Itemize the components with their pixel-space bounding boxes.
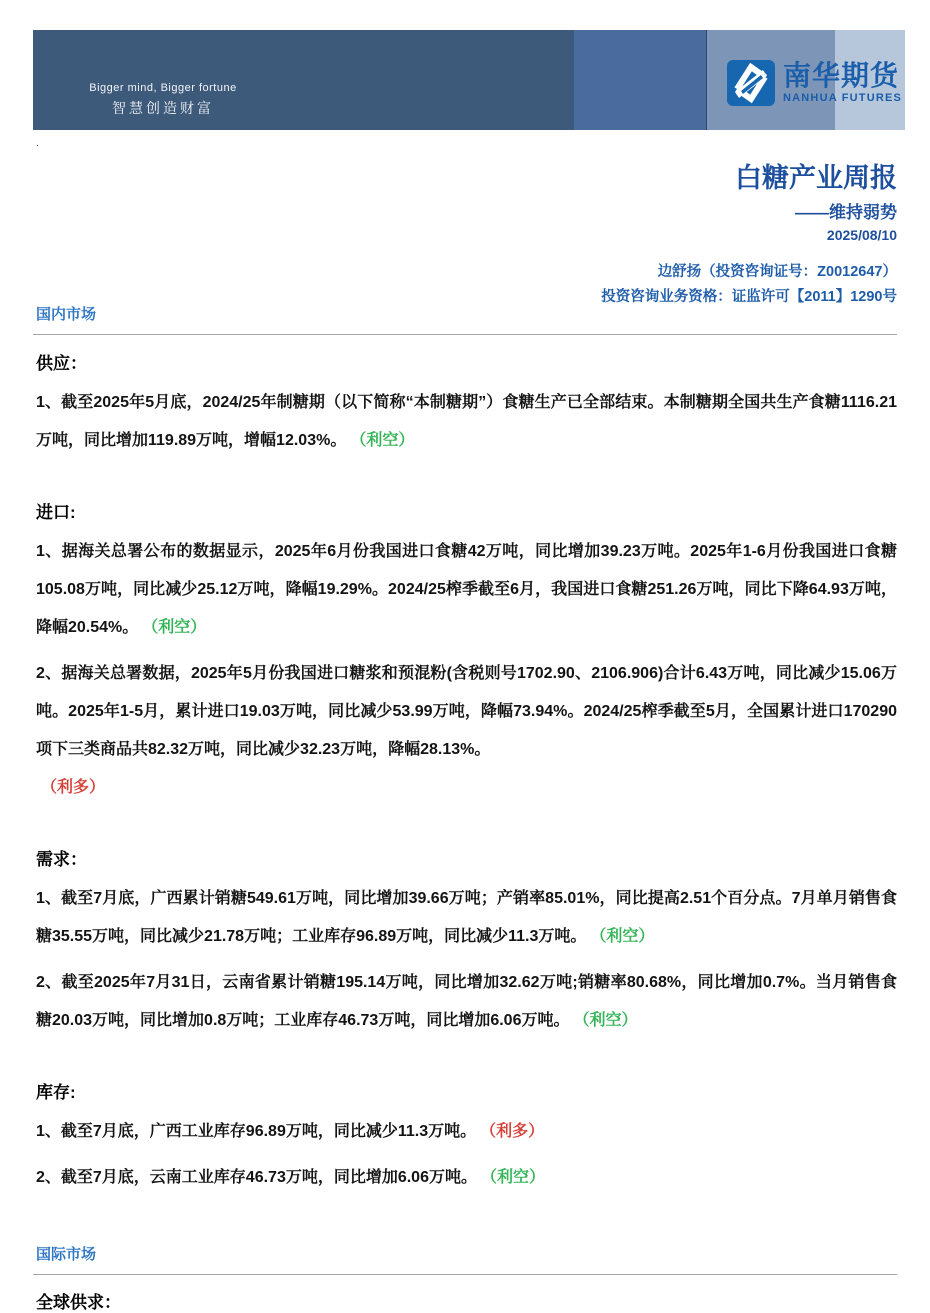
label-demand: 需求： <box>36 850 87 869</box>
banner-segment-medium <box>574 30 706 130</box>
section-divider <box>33 334 897 335</box>
report-subtitle: ——维持弱势 <box>795 203 897 222</box>
demand-item-1-text: 1、截至7月底，广西累计销糖549.61万吨，同比增加39.66万吨；产销率85.01%，同比提高2.51个百分点。7月单月销售食糖35.55万吨，同比减少21.78万吨；工业库存96.89万吨，同比减少11.3万吨。 <box>36 890 897 945</box>
stray-period-mark: . <box>36 138 39 149</box>
sentiment-tag-bearish: （利空） <box>581 1012 638 1029</box>
company-logo <box>727 60 902 106</box>
section-divider <box>33 1274 897 1275</box>
inventory-item-1-text: 1、截至7月底，广西工业库存96.89万吨，同比减少11.3万吨。 <box>36 1123 477 1140</box>
import-item-1 <box>36 533 897 647</box>
slogan-english: Bigger mind, Bigger fortune <box>89 82 237 94</box>
report-title-block <box>601 163 897 306</box>
inventory-item-1 <box>36 1113 897 1151</box>
import-item-2-text: 2、据海关总署数据，2025年5月份我国进口糖浆和预混粉(含税则号1702.90、2106.906)合计6.43万吨，同比减少15.06万吨。2025年1-5月，累计进口19.03万吨，同比减少53.99万吨，降幅73.94%。2024/25榨季截至5月，全国累计进口170290项下三类商品共82.32万吨，同比减少32.23万吨，降幅28.13%。 <box>36 665 897 758</box>
logo-name-chinese: 南华期货 <box>783 60 900 91</box>
import-item-2 <box>36 655 897 769</box>
sentiment-tag-bearish: （利空） <box>150 619 207 636</box>
label-imports: 进口: <box>36 503 76 522</box>
sentiment-tag-bearish: （利空） <box>358 432 415 449</box>
demand-item-1 <box>36 880 897 956</box>
section-heading-domestic: 国内市场 <box>36 306 97 323</box>
import-item-2-tag-line <box>36 769 897 807</box>
analyst-credential: 边舒扬（投资咨询证号：Z0012647） <box>657 264 897 280</box>
sentiment-tag-bullish: （利多） <box>41 779 106 796</box>
logo-text <box>783 62 902 104</box>
sentiment-tag-bearish: （利空） <box>598 928 655 945</box>
demand-item-2-text: 2、截至2025年7月31日，云南省累计销糖195.14万吨，同比增加32.62万吨;销糖率80.68%，同比增加0.7%。当月销售食糖20.03万吨，同比增加0.8万吨；工业库存46.73万吨，同比增加6.06万吨。 <box>36 974 897 1029</box>
demand-item-2 <box>36 964 897 1040</box>
section-heading-international: 国际市场 <box>36 1246 97 1263</box>
inventory-item-2 <box>36 1159 897 1197</box>
supply-item-1-text: 1、截至2025年5月底，2024/25年制糖期（以下简称“本制糖期”）食糖生产已全部结束。本制糖期全国共生产食糖1116.21万吨，同比增加119.89万吨，增幅12.03%。 <box>36 394 897 449</box>
report-title: 白糖产业周报 <box>735 163 897 193</box>
inventory-item-2-text: 2、截至7月底，云南工业库存46.73万吨，同比增加6.06万吨。 <box>36 1169 477 1186</box>
company-slogan <box>88 82 238 118</box>
supply-item-1 <box>36 384 897 460</box>
logo-name-english: NANHUA FUTURES <box>783 92 903 104</box>
header-banner <box>33 30 905 130</box>
label-global-supply-demand: 全球供求： <box>36 1293 121 1312</box>
label-supply: 供应： <box>36 354 87 373</box>
sentiment-tag-bullish: （利多） <box>488 1123 545 1140</box>
report-date: 2025/08/10 <box>826 227 897 243</box>
report-body <box>36 303 897 1313</box>
sentiment-tag-bearish: （利空） <box>488 1169 545 1186</box>
import-item-1-text: 1、据海关总署公布的数据显示，2025年6月份我国进口食糖42万吨，同比增加39.23万吨。2025年1-6月份我国进口食糖105.08万吨，同比减少25.12万吨，降幅19.29%。2024/25榨季截至6月，我国进口食糖251.26万吨，同比下降64.93万吨，降幅20.54%。 <box>36 543 897 636</box>
business-qualification: 投资咨询业务资格：证监许可【2011】1290号 <box>601 289 897 305</box>
slogan-chinese: 智慧创造财富 <box>112 100 214 116</box>
label-inventory: 库存: <box>36 1083 76 1102</box>
nanhua-logo-icon <box>727 60 775 106</box>
